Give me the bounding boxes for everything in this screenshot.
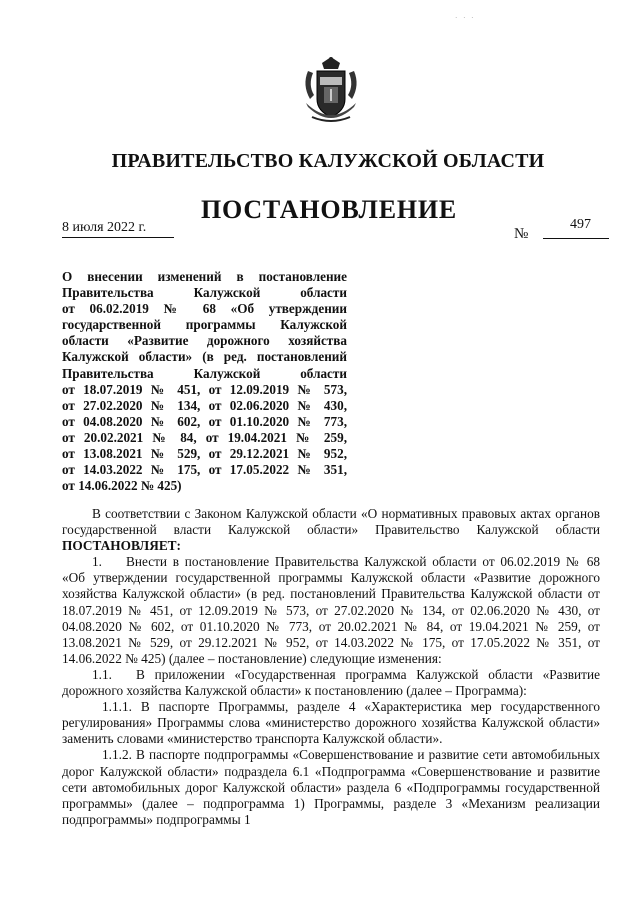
decree-word: ПОСТАНОВЛЯЕТ: [62, 538, 181, 554]
document-type: ПОСТАНОВЛЕНИЕ [200, 195, 458, 224]
document-number: 497 [570, 217, 591, 232]
subject-line: от 06.02.2019 № 68 «Об утверждении [62, 301, 347, 317]
subject-line: от 18.07.2019 № 451, от 12.09.2019 № 573, [62, 381, 347, 397]
paragraph-number: 1.1.1. [102, 699, 132, 715]
subject-line: от 27.02.2020 № 134, от 02.06.2020 № 430, [62, 397, 347, 413]
paragraph-text: В паспорте Программы, разделе 4 «Характеристика мер государственного регулирования» Программы слова «министерство дорожного хозяйства Калужской области» заменить словами «министерство транспорта Калужской области». [62, 699, 600, 747]
document-date: 8 июля 2022 г. [62, 220, 174, 238]
paragraph-1-1-1 [62, 699, 600, 747]
document-body [62, 506, 600, 828]
subject-line: Калужской области» (в ред. постановлений [62, 349, 347, 365]
document-subject [62, 269, 347, 494]
paragraph-1 [62, 554, 600, 667]
subject-line: О внесении изменений в постановление [62, 269, 347, 284]
number-label: № [514, 226, 529, 242]
subject-line: от 04.08.2020 № 602, от 01.10.2020 № 773, [62, 413, 347, 429]
paragraph-text: В паспорте подпрограммы «Совершенствование и развитие сети автомобильных дорог Калужской области» подраздела 6.1 «Подпрограмма «Совершенствование и развитие сети автомобильных дорог Калужской области» раздела 6 «Подпрограммы государственной программы» (далее – подпрограмма 1) Программы, разделе 3 «Механизм реализации подпрограммы» подпрограммы 1 [62, 747, 601, 827]
paragraph-number: 1.1.2. [102, 747, 132, 763]
subject-line: от 20.02.2021 № 84, от 19.04.2021 № 259, [62, 429, 347, 445]
subject-line: от 13.08.2021 № 529, от 29.12.2021 № 952, [62, 446, 347, 462]
subject-line: Правительства Калужской области [62, 285, 347, 301]
subject-line: от 14.06.2022 № 425) [62, 478, 182, 494]
coat-of-arms-icon [300, 55, 362, 127]
paragraph-number: 1.1. [92, 666, 112, 682]
paragraph-text: Внести в постановление Правительства Калужской области от 06.02.2019 № 68 «Об утверждении государственной программы Калужской области «Развитие дорожного хозяйства Калужской области» (в ред. постановлений Правительства Калужской области от 18.07.2019 № 451, от 12.09.2019 № 573, от 27.02.2020 № 134, от 02.06.2020 № 430, от 04.08.2020 № 602, от 01.10.2020 № 773, от 20.02.2021 № 84, от 19.04.2021 № 259, от 13.08.2021 № 529, от 29.12.2021 № 952, от 14.03.2022 № 175, от 17.05.2022 № 351, от 14.06.2022 № 425) (далее – постановление) следующие изменения: [62, 554, 600, 666]
paragraph-1-1 [62, 667, 600, 699]
intro-text: В соответствии с Законом Калужской области «О нормативных правовых актах органов государственной власти Калужской области» Правительство Калужской области [62, 506, 600, 538]
subject-line: от 14.03.2022 № 175, от 17.05.2022 № 351, [62, 462, 347, 478]
paragraph-1-1-2 [62, 747, 600, 827]
subject-line: государственной программы Калужской [62, 317, 347, 333]
government-title: ПРАВИТЕЛЬСТВО КАЛУЖСКОЙ ОБЛАСТИ [111, 150, 545, 172]
paragraph-number: 1. [92, 554, 102, 570]
paragraph-text: В приложении «Государственная программа Калужской области «Развитие дорожного хозяйства Калужской области» к постановлению (далее – Программа): [62, 666, 600, 699]
paragraph-intro [62, 506, 600, 554]
scan-marks: · · · [455, 14, 476, 22]
number-underline [543, 238, 609, 239]
subject-line: Правительства Калужской области [62, 365, 347, 381]
subject-line: области «Развитие дорожного хозяйства [62, 333, 347, 349]
